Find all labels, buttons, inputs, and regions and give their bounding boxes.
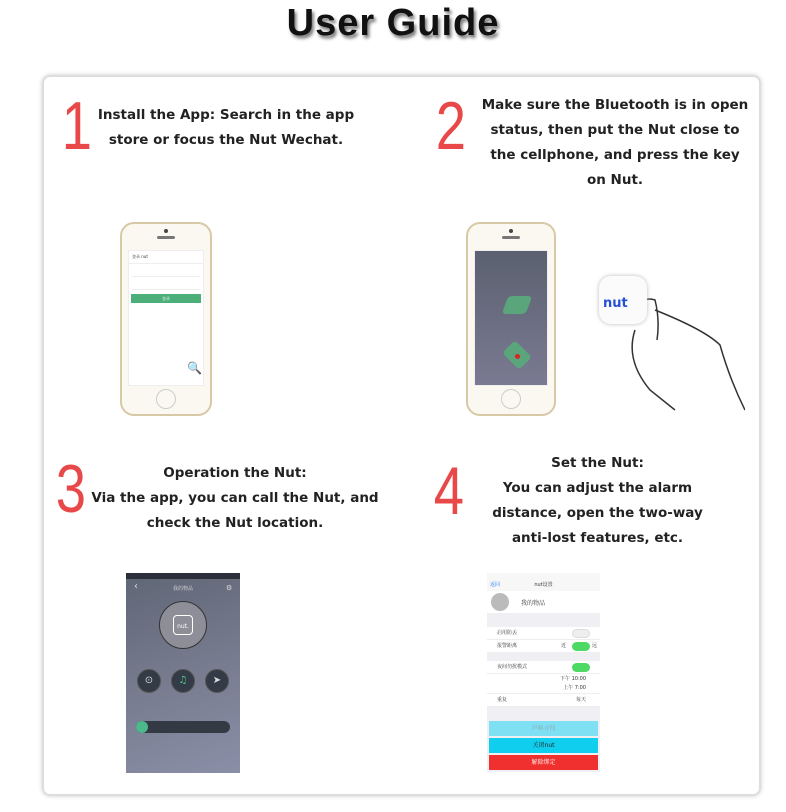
phone-login-image	[120, 222, 212, 416]
step-3-text	[85, 461, 385, 536]
login-button: 登录	[131, 294, 201, 303]
row-label: 启用防丢	[497, 630, 518, 636]
unbind-button[interactable]: 解除绑定	[489, 755, 598, 770]
step-number-1: 1	[61, 88, 93, 164]
search-key-icon: 🔍	[187, 361, 202, 375]
login-header: 登录 nut	[129, 251, 203, 264]
turn-off-nut-button[interactable]: 关闭nut	[489, 738, 598, 753]
step-line: check the Nut location.	[146, 515, 324, 531]
send-icon: ➤	[205, 669, 229, 693]
phone-pairing-image	[466, 222, 556, 416]
step-line: Via the app, you can call the Nut, and	[91, 490, 379, 506]
hand-pressing-nut-image	[595, 270, 745, 415]
nut-logo: nut.	[173, 615, 193, 635]
start-time: 下午 10:00	[560, 676, 586, 682]
step-number-3: 3	[55, 451, 87, 527]
step-4-text	[470, 451, 725, 551]
nut-tag-icon	[502, 296, 533, 314]
step-line: Set the Nut:	[551, 455, 644, 471]
ring-button[interactable]: 声响寻找	[489, 721, 598, 736]
phone-settings-screen	[487, 573, 600, 772]
item-name: 我的物品	[521, 600, 546, 607]
far-label: 远	[592, 643, 598, 649]
step-line: on Nut.	[586, 172, 644, 188]
phone-control-screen	[126, 573, 240, 773]
toggle[interactable]	[572, 642, 590, 651]
location-icon: ⊙	[137, 669, 161, 693]
step-line: You can adjust the alarm	[502, 480, 693, 496]
back-button: 返回	[490, 582, 501, 588]
page-title: User Guide	[286, 2, 500, 44]
alarm-distance-row[interactable]	[487, 640, 600, 653]
step-2-text	[470, 93, 760, 193]
row-label: 重复	[497, 697, 508, 703]
step-line: anti-lost features, etc.	[511, 530, 684, 546]
anti-lost-row[interactable]	[487, 627, 600, 640]
back-icon: ‹	[134, 581, 138, 592]
end-time: 上午 7:00	[563, 685, 586, 691]
step-number-4: 4	[433, 453, 465, 529]
distance-slider	[136, 721, 230, 733]
night-mode-row[interactable]	[487, 661, 600, 674]
step-line: Make sure the Bluetooth is in open	[481, 97, 749, 113]
step-number-2: 2	[435, 88, 467, 164]
step-1-text	[90, 103, 362, 153]
step-line: store or focus the Nut Wechat.	[108, 132, 344, 148]
step-line: the cellphone, and press the key	[490, 147, 740, 163]
nut-device-logo: nut	[599, 276, 647, 324]
step-line: status, then put the Nut close to	[490, 122, 740, 138]
repeat-value: 每天	[575, 697, 586, 703]
step-line: Operation the Nut:	[163, 465, 307, 481]
toggle[interactable]	[572, 663, 590, 672]
settings-gear-icon: ⚙	[226, 584, 233, 592]
row-label: 夜间勿扰模式	[497, 664, 528, 670]
music-icon: ♫	[171, 669, 195, 693]
step-line: Install the App: Search in the app	[97, 107, 355, 123]
screen-title: nut设置	[534, 582, 553, 588]
row-label: 报警距离	[497, 643, 518, 649]
step-line: distance, open the two-way	[492, 505, 703, 521]
screen-title: 我的物品	[172, 586, 193, 592]
repeat-row[interactable]	[487, 694, 600, 707]
near-label: 近	[561, 643, 567, 649]
toggle[interactable]	[572, 629, 590, 638]
